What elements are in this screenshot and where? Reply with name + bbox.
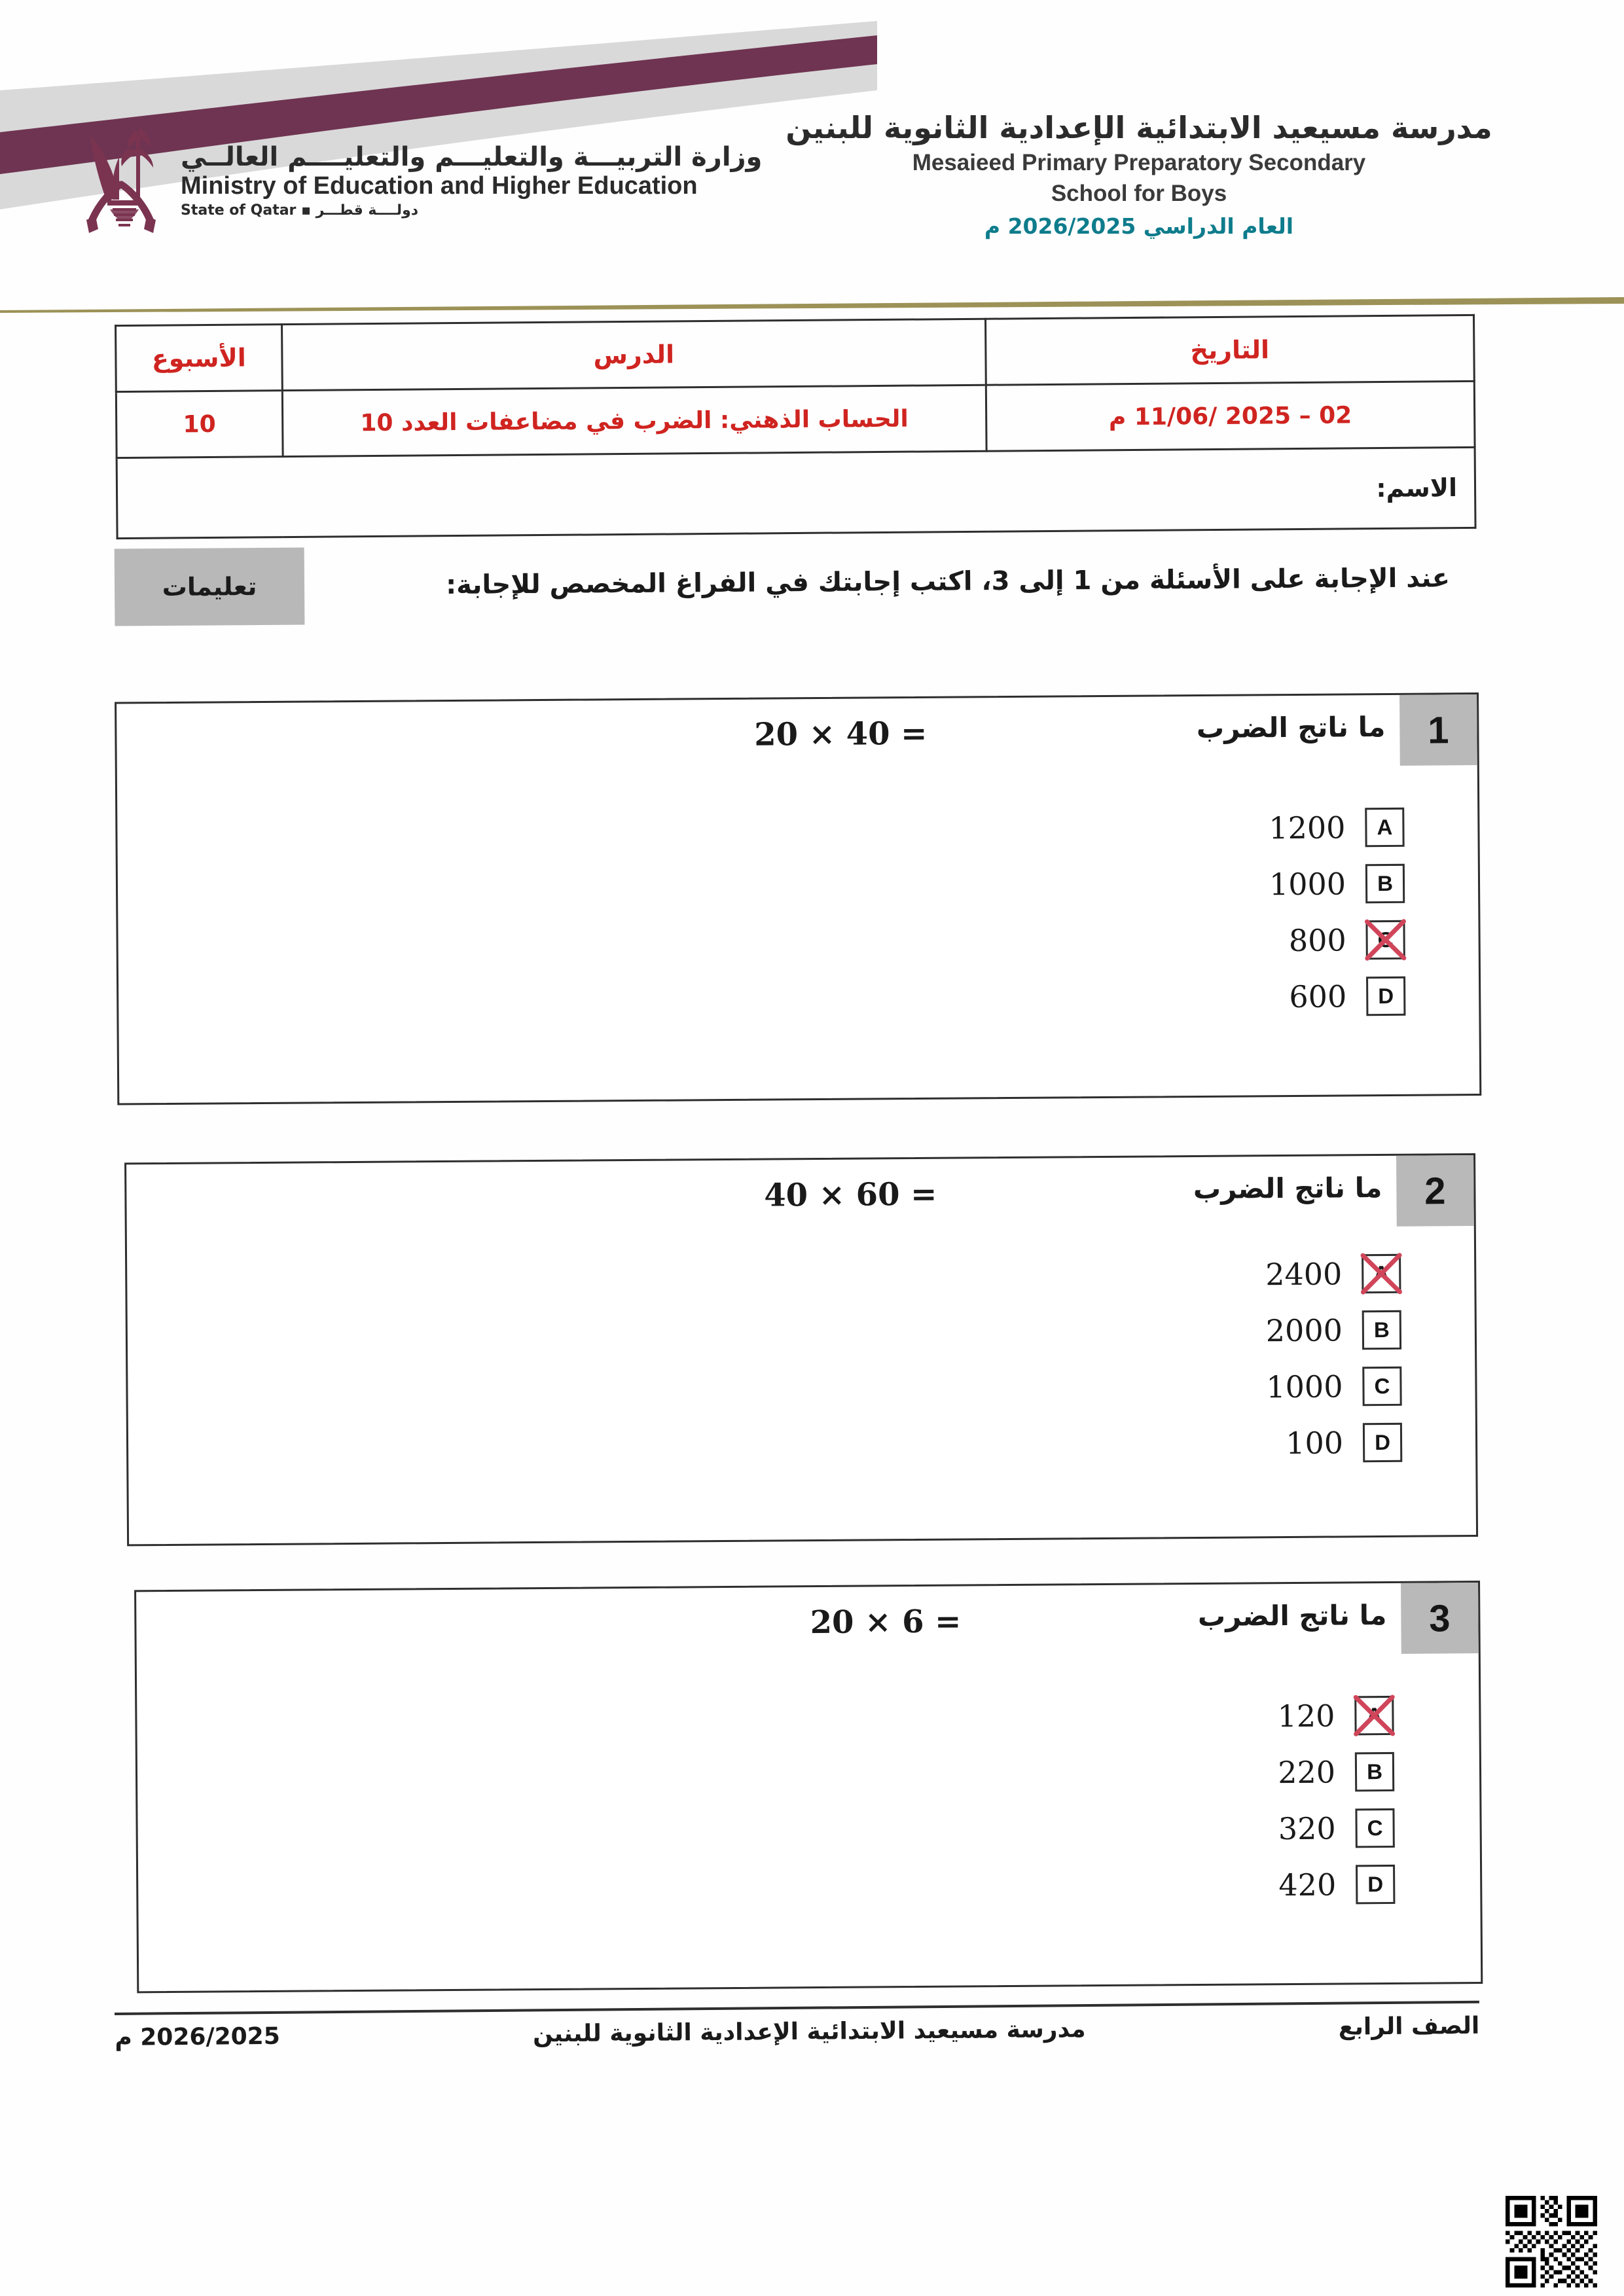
option-value: 2400 [1265, 1256, 1343, 1293]
option-value: 220 [1278, 1754, 1336, 1791]
option-value: 1200 [1269, 810, 1346, 846]
option-letter-box[interactable] [1362, 1254, 1401, 1293]
ministry-name-english: Ministry of Education and Higher Education [181, 171, 698, 200]
option-value: 1000 [1269, 866, 1346, 903]
options-list-2 [1244, 1254, 1402, 1463]
option-row[interactable] [1248, 864, 1405, 905]
option-letter: D [1375, 1429, 1391, 1455]
ministry-text-block [181, 141, 762, 219]
option-value: 420 [1278, 1867, 1337, 1903]
question-box-3 [134, 1581, 1483, 1993]
option-letter: C [1367, 1816, 1383, 1840]
option-letter: A [1366, 1703, 1382, 1728]
gold-divider-rule [0, 296, 1624, 313]
option-letter-box[interactable] [1365, 808, 1404, 847]
options-list-3 [1236, 1696, 1395, 1905]
option-value: 320 [1278, 1810, 1336, 1847]
option-letter-box[interactable] [1354, 1696, 1394, 1735]
option-letter: D [1378, 983, 1394, 1009]
option-letter: A [1377, 814, 1393, 840]
table-name-row[interactable] [117, 447, 1475, 538]
question-expression-1: 20 × 40 = [754, 715, 928, 753]
instructions-bar [115, 535, 1477, 630]
option-value: 100 [1286, 1425, 1344, 1462]
option-letter-box[interactable] [1366, 977, 1405, 1016]
option-row[interactable] [1237, 1752, 1394, 1793]
option-row[interactable] [1238, 1865, 1395, 1905]
footer-school: مدرسة مسيعيد الابتدائية الإعدادية الثانوية للبنين [532, 2016, 1086, 2048]
option-letter-box[interactable] [1356, 1865, 1395, 1904]
option-letter-box[interactable] [1362, 1310, 1401, 1350]
value-week: 10 [116, 391, 283, 458]
value-date: 02 – 2025 /11/06 م [986, 381, 1475, 451]
page-header [0, 0, 1624, 308]
option-row[interactable] [1247, 808, 1404, 848]
option-letter-box[interactable] [1365, 920, 1405, 960]
option-letter-box[interactable] [1362, 1367, 1401, 1406]
header-week: الأسبوع [116, 325, 283, 392]
option-letter-box[interactable] [1363, 1423, 1402, 1462]
table-value-row [116, 381, 1475, 457]
value-lesson: الحساب الذهني: الضرب في مضاعفات العدد 10 [282, 385, 986, 456]
header-lesson: الدرس [281, 319, 986, 390]
question-expression-2: 40 × 60 = [764, 1175, 937, 1214]
academic-year-label: العام الدراسي 2026/2025 م [984, 213, 1294, 240]
option-letter-box[interactable] [1355, 1752, 1394, 1791]
ministry-name-arabic: وزارة التربيـــة والتعليـــم والتعليــــم العالــي [181, 141, 763, 172]
lesson-info-table [115, 314, 1477, 539]
header-date: التاريخ [985, 315, 1474, 385]
option-value: 120 [1277, 1698, 1335, 1734]
school-name-english-line2: School for Boys [1051, 180, 1227, 206]
option-row[interactable] [1248, 977, 1405, 1017]
option-row[interactable] [1248, 920, 1405, 961]
option-value: 800 [1288, 922, 1346, 959]
option-value: 2000 [1265, 1312, 1343, 1349]
options-list-1 [1247, 808, 1405, 1017]
option-letter: C [1374, 1373, 1390, 1399]
option-row[interactable] [1237, 1808, 1394, 1849]
qr-code [1506, 2196, 1597, 2287]
option-letter-box[interactable] [1355, 1808, 1394, 1848]
question-prompt-3: ما ناتج الضرب [1197, 1598, 1387, 1633]
option-row[interactable] [1236, 1696, 1394, 1736]
ministry-logo-block [79, 118, 864, 242]
option-letter: B [1377, 870, 1394, 896]
school-name-arabic: مدرسة مسيعيد الابتدائية الإعدادية الثانوية للبنين [785, 110, 1492, 145]
option-value: 1000 [1266, 1369, 1343, 1405]
question-number-badge-2: 2 [1396, 1155, 1474, 1227]
school-identity-block [772, 111, 1506, 239]
school-name-english-line1: Mesaieed Primary Preparatory Secondary [912, 149, 1366, 175]
question-expression-3: 20 × 6 = [810, 1603, 962, 1641]
table-header-row [116, 315, 1475, 391]
option-letter: A [1373, 1261, 1390, 1286]
instructions-badge: تعليمات [115, 547, 305, 626]
option-letter: B [1366, 1759, 1383, 1784]
option-row[interactable] [1244, 1254, 1401, 1295]
option-letter: C [1377, 927, 1394, 952]
option-letter: B [1373, 1317, 1390, 1342]
option-value: 600 [1289, 978, 1347, 1015]
student-name-field[interactable]: الاسم: [117, 447, 1475, 538]
qatar-emblem-icon [79, 118, 164, 242]
option-letter-box[interactable] [1365, 864, 1405, 903]
page-footer [115, 2001, 1479, 2051]
footer-grade: الصف الرابع [1338, 2012, 1480, 2041]
question-prompt-1: ما ناتج الضرب [1196, 710, 1386, 745]
option-row[interactable] [1244, 1310, 1401, 1351]
state-of-qatar-label: دولــــة قطـــر ▪ State of Qatar [181, 202, 419, 219]
option-letter: D [1367, 1872, 1384, 1897]
question-box-1 [115, 692, 1481, 1105]
question-prompt-2: ما ناتج الضرب [1193, 1171, 1382, 1206]
question-number-badge-1: 1 [1399, 694, 1477, 766]
question-number-badge-3: 3 [1401, 1583, 1479, 1654]
footer-year: 2026/2025 م [115, 2022, 280, 2051]
instructions-text: عند الإجابة على الأسئلة من 1 إلى 3، اكتب إجابتك في الفراغ المخصص للإجابة: [445, 563, 1451, 600]
question-box-2 [124, 1153, 1478, 1546]
option-row[interactable] [1245, 1423, 1402, 1463]
option-row[interactable] [1244, 1367, 1401, 1407]
